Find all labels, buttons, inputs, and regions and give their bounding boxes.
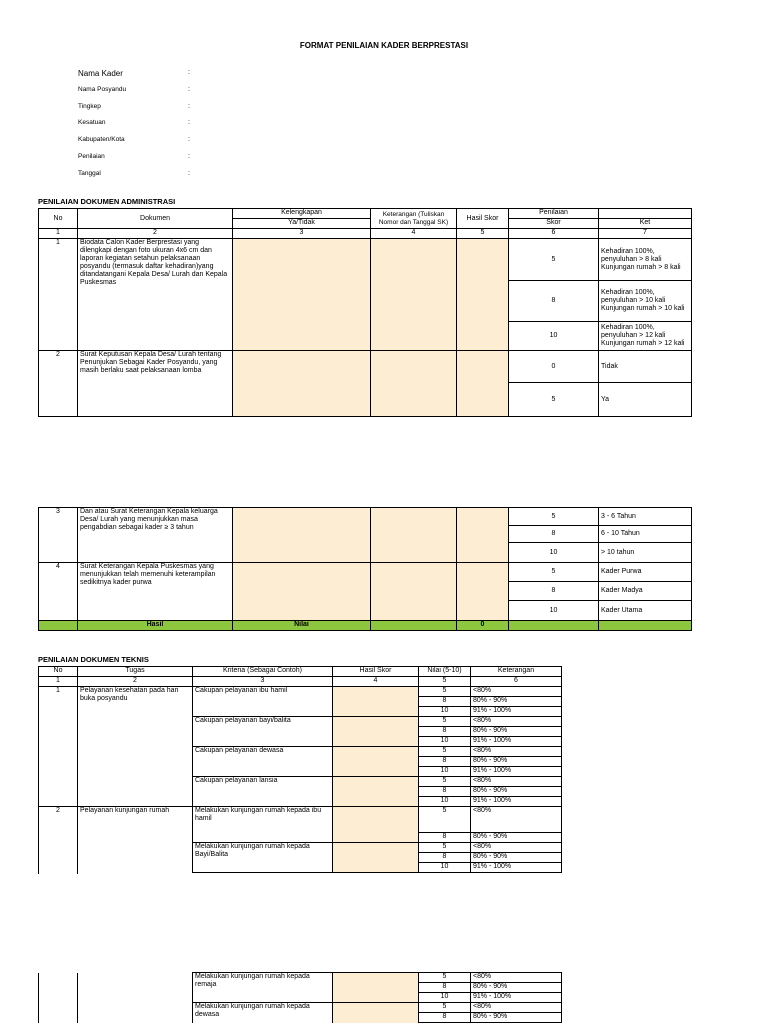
- scale-nilai: 10: [419, 707, 471, 717]
- option-ket: Kehadiran 100%, penyuluhan > 12 kali Kunjungan rumah > 12 kali: [599, 322, 692, 351]
- scale-nilai: 5: [419, 777, 471, 787]
- keterangan-input[interactable]: [371, 563, 457, 621]
- option-ket: Ya: [599, 383, 692, 417]
- header-ket: Ket: [599, 219, 692, 229]
- colon: :: [188, 103, 190, 110]
- scale-nilai: 5: [419, 717, 471, 727]
- task-no-continued: [39, 973, 78, 1023]
- colon: :: [188, 86, 190, 93]
- col-number: 7: [599, 229, 692, 239]
- scale-nilai: 10: [419, 797, 471, 807]
- hasil-skor-input[interactable]: [333, 777, 419, 807]
- option-ket: 6 - 10 Tahun: [599, 526, 692, 543]
- option-skor: 5: [509, 508, 599, 526]
- hasil-skor-input[interactable]: [333, 807, 419, 843]
- option-ket: Kader Madya: [599, 582, 692, 601]
- kelengkapan-input[interactable]: [233, 563, 371, 621]
- col-number: 1: [39, 677, 78, 687]
- option-ket: Kader Purwa: [599, 563, 692, 582]
- row-spacer: [193, 873, 333, 874]
- scale-ket: 91% - 100%: [471, 737, 562, 747]
- scale-nilai: 8: [419, 983, 471, 993]
- scale-ket: <80%: [471, 777, 562, 787]
- option-skor: 10: [509, 543, 599, 563]
- scale-ket: 80% - 90%: [471, 787, 562, 797]
- scale-ket: 80% - 90%: [471, 727, 562, 737]
- scale-nilai: 5: [419, 807, 471, 833]
- header-no: No: [39, 667, 78, 677]
- scale-nilai: 10: [419, 767, 471, 777]
- scale-nilai: 8: [419, 727, 471, 737]
- option-ket: Kehadiran 100%, penyuluhan > 8 kali Kunjungan rumah > 8 kali: [599, 239, 692, 281]
- scale-ket: 91% - 100%: [471, 707, 562, 717]
- col-number: 3: [193, 677, 333, 687]
- col-number: 6: [471, 677, 562, 687]
- row-dokumen: Dan atau Surat Keterangan Kepala keluarga Desa/ Lurah yang menunjukkan masa pengabdian sebagai kader ≥ 3 tahun: [78, 508, 233, 563]
- header-dokumen: Dokumen: [78, 209, 233, 229]
- col-number: 6: [509, 229, 599, 239]
- scale-ket: <80%: [471, 807, 562, 833]
- scale-ket: <80%: [471, 973, 562, 983]
- header-tugas: Tugas: [78, 667, 193, 677]
- row-no: 2: [39, 351, 78, 417]
- colon: :: [188, 136, 190, 143]
- scale-ket: 80% - 90%: [471, 833, 562, 843]
- keterangan-input[interactable]: [371, 351, 457, 417]
- task-tugas-continued: [78, 973, 193, 1023]
- scale-nilai: 8: [419, 697, 471, 707]
- option-ket: > 10 tahun: [599, 543, 692, 563]
- field-kesatuan: Kesatuan: [78, 119, 106, 126]
- admin-section-title: PENILAIAN DOKUMEN ADMINISTRASI: [38, 197, 176, 206]
- scale-ket: 91% - 100%: [471, 797, 562, 807]
- hasil-skor-input[interactable]: [333, 747, 419, 777]
- field-penilaian: Penilaian: [78, 153, 105, 160]
- option-ket: Kehadiran 100%, penyuluhan > 10 kali Kunjungan rumah > 10 kali: [599, 281, 692, 322]
- scale-ket: 80% - 90%: [471, 757, 562, 767]
- field-nama-posyandu: Nama Posyandu: [78, 86, 127, 93]
- row-no: 1: [39, 239, 78, 351]
- field-kabupaten-kota: Kabupaten/Kota: [78, 136, 125, 143]
- scale-nilai: 10: [419, 993, 471, 1003]
- criteria: Cakupan pelayanan lansia: [193, 777, 333, 807]
- keterangan-input[interactable]: [371, 239, 457, 351]
- row-no: 4: [39, 563, 78, 621]
- header-blank: [599, 209, 692, 219]
- task-no: 1: [39, 687, 78, 807]
- col-number: 3: [233, 229, 371, 239]
- criteria: Cakupan pelayanan bayi/balita: [193, 717, 333, 747]
- header-no: No: [39, 209, 78, 229]
- option-skor: 0: [509, 351, 599, 383]
- scale-ket: <80%: [471, 1003, 562, 1013]
- col-number: 1: [39, 229, 78, 239]
- kelengkapan-input[interactable]: [233, 508, 371, 563]
- scale-ket: <80%: [471, 747, 562, 757]
- row-no: 3: [39, 508, 78, 563]
- total-score: 0: [457, 621, 509, 631]
- hasil-skor-input[interactable]: [333, 687, 419, 717]
- hasil-skor-input[interactable]: [333, 1003, 419, 1023]
- hasil-label: Hasil: [78, 621, 233, 631]
- field-tanggal: Tanggal: [78, 170, 101, 177]
- scale-ket: 80% - 90%: [471, 1013, 562, 1023]
- teknis-section-title: PENILAIAN DOKUMEN TEKNIS: [38, 655, 149, 664]
- scale-ket: 80% - 90%: [471, 697, 562, 707]
- scale-nilai: 8: [419, 833, 471, 843]
- header-penilaian: Penilaian: [509, 209, 599, 219]
- option-skor: 5: [509, 239, 599, 281]
- scale-ket: 80% - 90%: [471, 853, 562, 863]
- option-skor: 8: [509, 281, 599, 322]
- option-skor: 5: [509, 563, 599, 582]
- col-number: 5: [419, 677, 471, 687]
- scale-nilai: 10: [419, 737, 471, 747]
- task-no: 2: [39, 807, 78, 874]
- task-tugas: Pelayanan kunjungan rumah: [78, 807, 193, 874]
- option-skor: 5: [509, 383, 599, 417]
- header-skor: Skor: [509, 219, 599, 229]
- header-ya-tidak: Ya/Tidak: [233, 219, 371, 229]
- option-skor: 10: [509, 322, 599, 351]
- option-skor: 8: [509, 582, 599, 601]
- header-kriteria: Kriteria (Sebagai Contoh): [193, 667, 333, 677]
- page-title: FORMAT PENILAIAN KADER BERPRESTASI: [299, 41, 469, 50]
- scale-ket: <80%: [471, 717, 562, 727]
- criteria: Cakupan pelayanan dewasa: [193, 747, 333, 777]
- header-keterangan: Keterangan (Tuliskan Nomor dan Tanggal SK): [371, 209, 457, 229]
- admin-table: [38, 208, 692, 417]
- header-keterangan: Keterangan: [471, 667, 562, 677]
- col-number: 5: [457, 229, 509, 239]
- option-skor: 10: [509, 601, 599, 621]
- colon: :: [188, 119, 190, 126]
- scale-nilai: 10: [419, 863, 471, 873]
- col-number: 2: [78, 229, 233, 239]
- scale-ket: 91% - 100%: [471, 863, 562, 873]
- criteria: Melakukan kunjungan rumah kepada ibu hamil: [193, 807, 333, 843]
- scale-nilai: 8: [419, 757, 471, 767]
- hasil-skor-input[interactable]: [333, 843, 419, 873]
- scale-ket: 91% - 100%: [471, 767, 562, 777]
- scale-ket: 91% - 100%: [471, 993, 562, 1003]
- admin-table-continued: [38, 507, 692, 631]
- criteria: Melakukan kunjungan rumah kepada Bayi/Balita: [193, 843, 333, 873]
- scale-nilai: 8: [419, 787, 471, 797]
- scale-nilai: 5: [419, 1003, 471, 1013]
- criteria: Melakukan kunjungan rumah kepada remaja: [193, 973, 333, 1003]
- col-number: 4: [333, 677, 419, 687]
- kelengkapan-input[interactable]: [233, 239, 371, 351]
- scale-nilai: 5: [419, 843, 471, 853]
- field-nama-kader: Nama Kader: [78, 69, 123, 78]
- scale-ket: <80%: [471, 843, 562, 853]
- hasil-skor-input[interactable]: [457, 351, 509, 417]
- scale-nilai: 5: [419, 747, 471, 757]
- nilai-label: Nilai: [233, 621, 371, 631]
- header-kelengkapan: Kelengkapan: [233, 209, 371, 219]
- scale-nilai: 8: [419, 1013, 471, 1023]
- row-dokumen: Surat Keputusan Kepala Desa/ Lurah tentang Penunjukan Sebagai Kader Posyandu, yang masih berlaku saat pelaksanaan lomba: [78, 351, 233, 417]
- header-nilai: Nilai (5-10): [419, 667, 471, 677]
- scale-ket: 80% - 90%: [471, 983, 562, 993]
- row-dokumen: Biodata Calon Kader Berprestasi yang dilengkapi dengan foto ukuran 4x6 cm dan laporan kegiatan setahun pelaksanaan posyandu (termasuk daftar kehadiran)yang ditandatangani Kepala Desa/ Lurah dan Kepala Puskesmas: [78, 239, 233, 351]
- scale-nilai: 8: [419, 853, 471, 863]
- scale-nilai: 5: [419, 687, 471, 697]
- scale-nilai: 5: [419, 973, 471, 983]
- option-ket: 3 - 6 Tahun: [599, 508, 692, 526]
- hasil-skor-input[interactable]: [457, 563, 509, 621]
- option-ket: Kader Utama: [599, 601, 692, 621]
- option-skor: 8: [509, 526, 599, 543]
- colon: :: [188, 69, 190, 76]
- header-hasil-skor: Hasil Skor: [457, 209, 509, 229]
- task-tugas: Pelayanan kesehatan pada hari buka posyandu: [78, 687, 193, 807]
- keterangan-input[interactable]: [371, 508, 457, 563]
- col-number: 2: [78, 677, 193, 687]
- teknis-table-continued: [38, 972, 562, 1023]
- criteria: Melakukan kunjungan rumah kepada dewasa: [193, 1003, 333, 1023]
- scale-ket: <80%: [471, 687, 562, 697]
- hasil-skor-input[interactable]: [457, 508, 509, 563]
- field-tingkep: Tingkep: [78, 103, 101, 110]
- teknis-table: [38, 666, 562, 873]
- colon: :: [188, 153, 190, 160]
- col-number: 4: [371, 229, 457, 239]
- option-ket: Tidak: [599, 351, 692, 383]
- criteria: Cakupan pelayanan ibu hamil: [193, 687, 333, 717]
- hasil-skor-input[interactable]: [333, 973, 419, 1003]
- header-hasil-skor: Hasil Skor: [333, 667, 419, 677]
- hasil-skor-input[interactable]: [457, 239, 509, 351]
- kelengkapan-input[interactable]: [233, 351, 371, 417]
- row-dokumen: Surat Keterangan Kepala Puskesmas yang menunjukkan telah memenuhi keterampilan sedikitnya kader purwa: [78, 563, 233, 621]
- hasil-skor-input[interactable]: [333, 717, 419, 747]
- colon: :: [188, 170, 190, 177]
